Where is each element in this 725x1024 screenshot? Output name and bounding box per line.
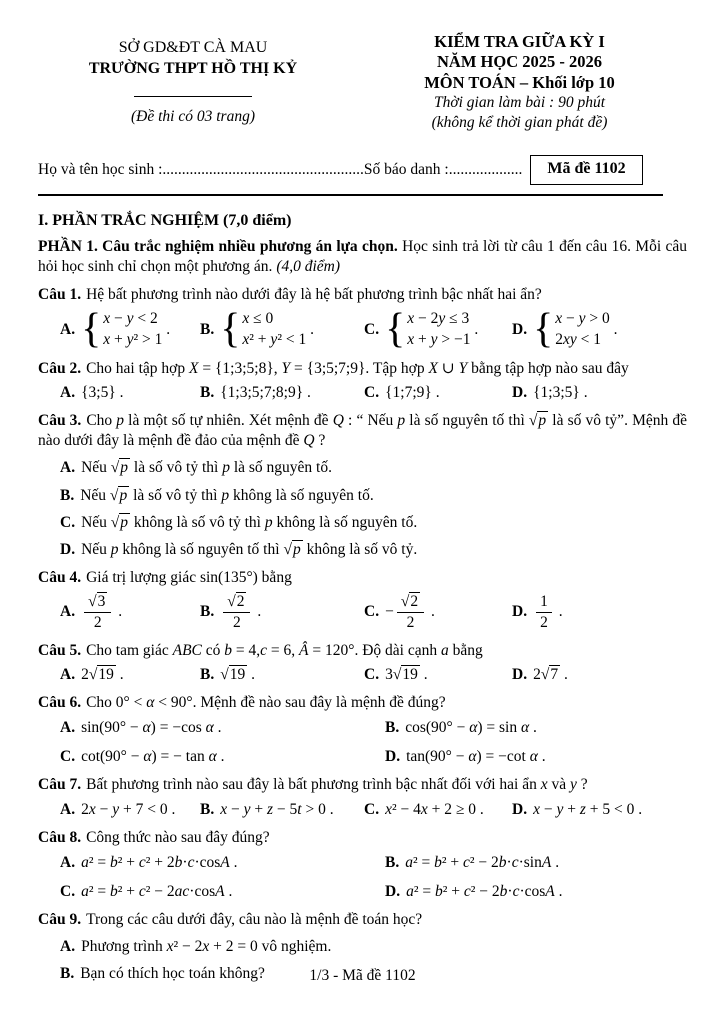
option-d: D. {1;3;5} .: [512, 384, 588, 402]
option-math: cot(90° − α) = − tan α .: [81, 748, 225, 766]
option-math: Nếu √p không là số vô tỷ thì p không là số nguyên tố.: [81, 513, 418, 531]
option-math: {1;7;9} .: [385, 384, 440, 402]
option-math: √19 .: [220, 665, 255, 683]
option-b: B. Bạn có thích học toán không?: [60, 965, 265, 983]
page-number: 1/3 - Mã đề 1102: [309, 966, 416, 984]
question-text: Công thức nào sau đây đúng?: [86, 828, 270, 846]
option-math: $\frac{√3}{2}$ .: [81, 603, 122, 620]
option-math: {1;3;5;7;8;9} .: [220, 384, 311, 402]
option-a: A. sin(90° − α) = −cos α .: [60, 719, 222, 737]
question-3: [38, 411, 687, 560]
student-info-row: [38, 155, 687, 185]
option-math: a² = b² + c² − 2b·c·sinA .: [405, 853, 560, 871]
question-text: Cho tam giác ABC có b = 4,c = 6, Â = 120°. Độ dài cạnh a bằng: [86, 641, 483, 659]
question-text: Giá trị lượng giác sin(135°) bằng: [86, 569, 292, 586]
question-text: Cho p là một số tự nhiên. Xét mệnh đề Q : “ Nếu p là số nguyên tố thì √p là số vô tỷ”. Mệnh đề nào dưới đây là mệnh đề đảo của mệnh đề Q ?: [38, 412, 687, 450]
option-math: {3;5} .: [81, 384, 124, 402]
student-name-dots: ....................................................: [162, 160, 364, 178]
option-math: 2x − y + 7 < 0 .: [81, 800, 176, 818]
option-math: Bạn có thích học toán không?: [80, 965, 265, 983]
school-name: TRƯỜNG THPT HỒ THỊ KỶ: [88, 59, 298, 77]
option-b: B. { x ≤ 0 x² + y² < 1 .: [200, 306, 314, 352]
option-math: x − y + z + 5 < 0 .: [533, 800, 643, 818]
question-label: Câu 9.: [38, 911, 82, 929]
question-7-options: [38, 800, 687, 820]
option-c: C. a² = b² + c² − 2ac·cosA .: [60, 883, 233, 901]
question-label: Câu 4.: [38, 569, 82, 586]
option-math: $\frac{1}{2}$ .: [533, 603, 563, 620]
question-4-options: [38, 592, 687, 633]
option-b: B. √19 .: [200, 665, 255, 683]
option-b: B. cos(90° − α) = sin α .: [385, 719, 537, 737]
part1-intro: [38, 237, 687, 277]
option-d: D. a² = b² + c² − 2b·c·cosA .: [385, 883, 563, 901]
option-c: C. { x − 2y ≤ 3 x + y > −1 .: [364, 306, 479, 352]
question-7: [38, 775, 687, 819]
option-math: a² = b² + c² + 2b·c·cosA .: [81, 853, 238, 871]
option-d: D. { x − y > 0 2xy < 1 .: [512, 306, 618, 352]
registration-number-dots: ...................: [448, 160, 523, 178]
option-math: x² − 4x + 2 ≥ 0 .: [385, 800, 484, 818]
option-a: A. $\frac{√3}{2}$ .: [60, 593, 123, 631]
option-c: C. cot(90° − α) = − tan α .: [60, 748, 225, 766]
header-divider: [134, 96, 252, 97]
question-label: Câu 8.: [38, 828, 82, 846]
option-math: cos(90° − α) = sin α .: [405, 719, 537, 737]
option-b: B. {1;3;5;7;8;9} .: [200, 384, 311, 402]
question-8-options: [38, 853, 687, 902]
option-a: A. a² = b² + c² + 2b·c·cosA .: [60, 853, 238, 871]
option-b: B. x − y + z − 5t > 0 .: [200, 800, 334, 818]
page-count-note: (Đề thi có 03 trang): [131, 107, 255, 125]
option-d: D. $\frac{1}{2}$ .: [512, 593, 563, 631]
option-math: a² = b² + c² − 2b·c·cosA .: [406, 883, 563, 901]
question-label: Câu 1.: [38, 285, 82, 303]
question-2-options: [38, 383, 687, 403]
option-math: Phương trình x² − 2x + 2 = 0 vô nghiệm.: [81, 938, 332, 956]
question-label: Câu 7.: [38, 776, 82, 794]
question-2: [38, 359, 687, 403]
option-d: D. tan(90° − α) = −cot α .: [385, 748, 546, 766]
header-right: [352, 32, 687, 133]
question-4: [38, 568, 687, 633]
duration-line: Thời gian làm bài : 90 phút: [433, 94, 606, 112]
option-math: sin(90° − α) = −cos α .: [81, 719, 222, 737]
option-math: { x − y > 0 2xy < 1 .: [533, 306, 618, 352]
exam-title: KIỂM TRA GIỮA KỲ I: [434, 32, 605, 51]
option-a: A. Phương trình x² − 2x + 2 = 0 vô nghiệm.: [60, 938, 332, 956]
option-math: { x − 2y ≤ 3 x + y > −1 .: [385, 306, 479, 352]
question-3-options: [38, 458, 687, 560]
option-math: $\frac{√2}{2}$ .: [220, 603, 261, 620]
student-name-label: Họ và tên học sinh :: [38, 160, 163, 178]
header-separator: [38, 194, 663, 196]
option-math: − $\frac{√2}{2}$ .: [385, 593, 435, 631]
page-header: [38, 32, 687, 133]
option-math: { x − y < 2 x + y² > 1 .: [81, 306, 171, 352]
option-d: D. x − y + z + 5 < 0 .: [512, 800, 643, 818]
option-math: a² = b² + c² − 2ac·cosA .: [81, 883, 233, 901]
subject-line: MÔN TOÁN – Khối lớp 10: [424, 72, 615, 92]
option-c: C. {1;7;9} .: [364, 384, 440, 402]
question-1: [38, 285, 687, 351]
option-b: B. a² = b² + c² − 2b·c·sinA .: [385, 853, 560, 871]
question-8: [38, 828, 687, 902]
question-text: Hệ bất phương trình nào dưới đây là hệ bất phương trình bậc nhất hai ẩn?: [86, 285, 542, 303]
option-d: D. 2√7 .: [512, 665, 568, 683]
option-a: A. Nếu √p là số vô tỷ thì p là số nguyên tố.: [60, 459, 332, 477]
part1-lead: PHẦN 1. Câu trắc nghiệm nhiều phương án lựa chọn.: [38, 237, 398, 255]
duration-note: (không kể thời gian phát đề): [431, 114, 608, 132]
question-label: Câu 5.: [38, 641, 82, 659]
option-a: A. 2x − y + 7 < 0 .: [60, 800, 176, 818]
option-math: { x ≤ 0 x² + y² < 1 .: [220, 306, 314, 352]
section-title: I. PHẦN TRẮC NGHIỆM (7,0 điểm): [38, 211, 292, 229]
option-c: C. x² − 4x + 2 ≥ 0 .: [364, 800, 484, 818]
question-label: Câu 2.: [38, 359, 82, 377]
question-text: Cho 0° < α < 90°. Mệnh đề nào sau đây là mệnh đề đúng?: [86, 694, 446, 712]
part1-note: (4,0 điểm): [276, 257, 341, 275]
option-c: C. Nếu √p không là số vô tỷ thì p không là số nguyên tố.: [60, 513, 418, 531]
question-text: Bất phương trình nào sau đây là bất phương trình bậc nhất đối với hai ẩn x và y ?: [86, 776, 588, 794]
option-d: D. Nếu p không là số nguyên tố thì √p không là số vô tỷ.: [60, 540, 418, 558]
option-math: 2√19 .: [81, 665, 124, 683]
question-5-options: [38, 665, 687, 685]
question-text: Cho hai tập hợp X = {1;3;5;8}, Y = {3;5;7;9}. Tập hợp X ∪ Y bằng tập hợp nào sau đây: [86, 359, 629, 377]
department-name: SỞ GD&ĐT CÀ MAU: [118, 39, 268, 56]
option-math: {1;3;5} .: [533, 384, 588, 402]
option-math: Nếu p không là số nguyên tố thì √p không là số vô tỷ.: [81, 540, 418, 558]
question-1-options: [38, 306, 687, 352]
option-a: A. { x − y < 2 x + y² > 1 .: [60, 306, 171, 352]
header-left: [38, 32, 348, 127]
exam-code-box: Mã đề 1102: [530, 155, 642, 185]
question-label: Câu 6.: [38, 694, 82, 712]
option-math: Nếu √p là số vô tỷ thì p không là số nguyên tố.: [80, 486, 374, 504]
question-text: Trong các câu dưới đây, câu nào là mệnh đề toán học?: [86, 911, 423, 929]
question-6-options: [38, 718, 687, 767]
option-math: 2√7 .: [533, 665, 568, 683]
option-b: B. Nếu √p là số vô tỷ thì p không là số nguyên tố.: [60, 486, 374, 504]
option-b: B. $\frac{√2}{2}$ .: [200, 593, 262, 631]
option-c: C. 3√19 .: [364, 665, 428, 683]
option-a: A. {3;5} .: [60, 384, 124, 402]
school-year: NĂM HỌC 2025 - 2026: [437, 52, 602, 72]
question-5: [38, 641, 687, 685]
option-math: 3√19 .: [385, 665, 428, 683]
option-a: A. 2√19 .: [60, 665, 124, 683]
registration-number-label: Số báo danh :: [363, 160, 449, 178]
option-math: x − y + z − 5t > 0 .: [220, 800, 334, 818]
option-c: C. − $\frac{√2}{2}$ .: [364, 593, 435, 631]
part1-body: Học sinh trả lời từ câu 1 đến câu 16. Mỗi câu hỏi học sinh chỉ chọn một phương án.: [38, 237, 687, 275]
option-math: Nếu √p là số vô tỷ thì p là số nguyên tố.: [81, 459, 332, 477]
question-label: Câu 3.: [38, 412, 82, 430]
question-6: [38, 693, 687, 767]
option-math: tan(90° − α) = −cot α .: [406, 748, 546, 766]
